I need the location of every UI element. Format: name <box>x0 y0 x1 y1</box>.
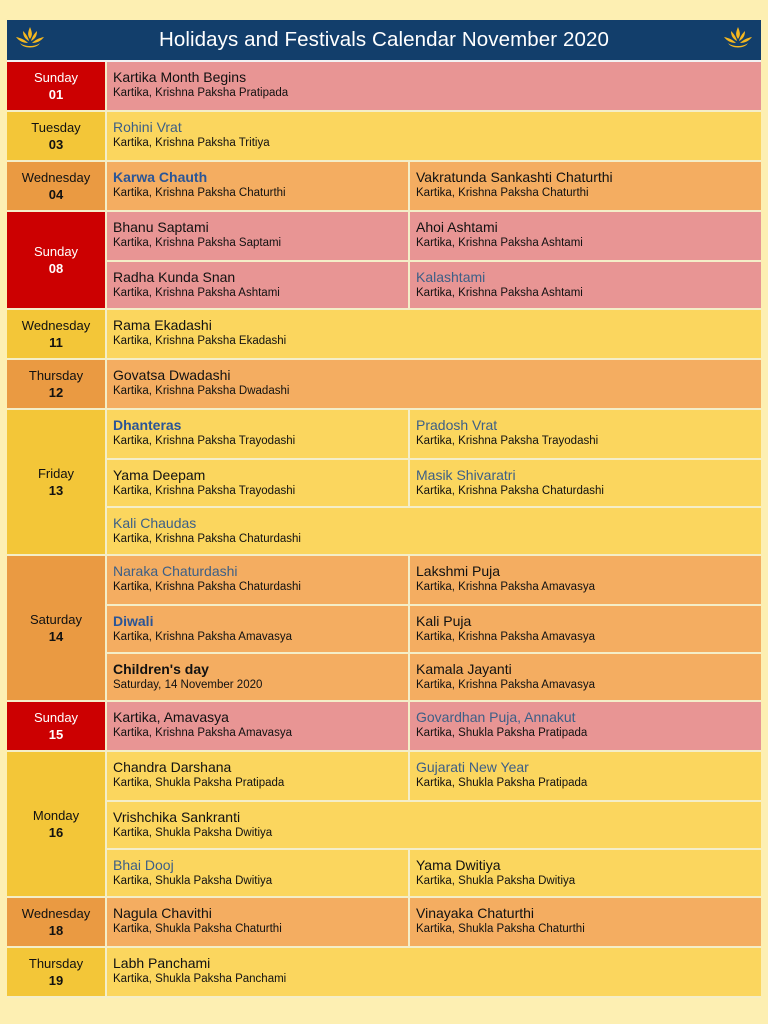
event-tithi: Kartika, Krishna Paksha Chaturthi <box>113 187 286 199</box>
date-number: 19 <box>48 973 64 988</box>
event-tithi: Kartika, Krishna Paksha Trayodashi <box>113 435 296 447</box>
event-name: Lakshmi Puja <box>416 563 501 579</box>
date-number: 18 <box>48 923 64 938</box>
event-name: Vakratunda Sankashti Chaturthi <box>416 169 613 185</box>
event-cell <box>408 898 761 946</box>
event-link[interactable]: Govardhan Puja, Annakut <box>416 709 576 725</box>
date-number: 11 <box>49 335 63 350</box>
day-group <box>7 112 761 162</box>
event-cell <box>105 898 408 946</box>
date-number: 04 <box>48 187 64 202</box>
event-name: Kali Puja <box>416 613 472 629</box>
day-group <box>7 410 761 556</box>
event-name: Kamala Jayanti <box>416 661 512 677</box>
event-name: Kartika Month Begins <box>113 69 247 85</box>
event-tithi: Kartika, Krishna Paksha Chaturdashi <box>416 485 604 497</box>
event-tithi: Kartika, Krishna Paksha Chaturdashi <box>113 581 301 593</box>
event-name: Nagula Chavithi <box>113 905 212 921</box>
weekday: Sunday <box>33 70 79 85</box>
event-link[interactable]: Naraka Chaturdashi <box>113 563 238 579</box>
weekday: Sunday <box>33 244 79 259</box>
event-tithi: Kartika, Krishna Paksha Tritiya <box>113 137 270 149</box>
event-tithi: Kartika, Shukla Paksha Panchami <box>113 973 287 985</box>
event-tithi: Kartika, Shukla Paksha Chaturthi <box>113 923 282 935</box>
day-cell <box>7 948 105 996</box>
weekday: Saturday <box>29 612 83 627</box>
event-tithi: Kartika, Krishna Paksha Chaturdashi <box>113 533 301 545</box>
day-cell <box>7 310 105 358</box>
date-number: 01 <box>48 87 64 102</box>
event-tithi: Kartika, Shukla Paksha Pratipada <box>113 777 285 789</box>
event-tithi: Kartika, Krishna Paksha Chaturthi <box>416 187 589 199</box>
day-cell <box>7 702 105 750</box>
date-number: 16 <box>48 825 64 840</box>
calendar-title: Holidays and Festivals Calendar November 2020 <box>158 28 610 51</box>
event-cell[interactable] <box>408 262 761 308</box>
event-link[interactable]: Masik Shivaratri <box>416 467 516 483</box>
date-number: 12 <box>48 385 64 400</box>
event-cell <box>105 460 408 506</box>
day-cell <box>7 556 105 700</box>
event-cell[interactable] <box>408 410 761 458</box>
event-link[interactable]: Dhanteras <box>113 417 182 433</box>
event-cell <box>105 212 408 260</box>
event-name: Vrishchika Sankranti <box>113 809 241 825</box>
weekday: Wednesday <box>21 318 91 333</box>
event-tithi: Kartika, Krishna Paksha Ekadashi <box>113 335 287 347</box>
event-cell <box>408 606 761 652</box>
event-tithi: Kartika, Krishna Paksha Saptami <box>113 237 282 249</box>
event-cell[interactable] <box>105 112 761 160</box>
day-group <box>7 752 761 898</box>
event-cell <box>105 310 761 358</box>
event-cell[interactable] <box>105 606 408 652</box>
event-cell <box>408 850 761 896</box>
event-tithi: Kartika, Krishna Paksha Ashtami <box>113 287 280 299</box>
day-cell <box>7 410 105 554</box>
event-cell[interactable] <box>105 850 408 896</box>
day-cell <box>7 212 105 308</box>
weekday: Sunday <box>33 710 79 725</box>
event-cell[interactable] <box>105 508 761 554</box>
event-link[interactable]: Karwa Chauth <box>113 169 208 185</box>
weekday: Wednesday <box>21 906 91 921</box>
event-cell[interactable] <box>105 556 408 604</box>
weekday: Tuesday <box>31 120 81 135</box>
event-tithi: Kartika, Shukla Paksha Dwitiya <box>113 875 273 887</box>
event-tithi: Kartika, Shukla Paksha Pratipada <box>416 777 588 789</box>
event-name: Radha Kunda Snan <box>113 269 236 285</box>
event-link[interactable]: Bhai Dooj <box>113 857 174 873</box>
event-tithi: Kartika, Shukla Paksha Dwitiya <box>416 875 576 887</box>
date-number: 08 <box>48 261 64 276</box>
day-group <box>7 360 761 410</box>
event-cell <box>105 262 408 308</box>
weekday: Thursday <box>28 368 84 383</box>
event-cell[interactable] <box>105 162 408 210</box>
day-group <box>7 162 761 212</box>
date-number: 14 <box>48 629 64 644</box>
event-tithi: Kartika, Krishna Paksha Ashtami <box>416 287 583 299</box>
event-cell <box>105 654 408 700</box>
weekday: Monday <box>32 808 80 823</box>
event-link[interactable]: Pradosh Vrat <box>416 417 498 433</box>
day-group <box>7 310 761 360</box>
day-cell <box>7 62 105 110</box>
calendar-page <box>7 20 761 998</box>
day-cell <box>7 162 105 210</box>
event-cell <box>105 802 761 848</box>
event-cell <box>408 654 761 700</box>
event-tithi: Kartika, Shukla Paksha Pratipada <box>416 727 588 739</box>
day-cell <box>7 898 105 946</box>
event-tithi: Kartika, Krishna Paksha Pratipada <box>113 87 289 99</box>
calendar-header <box>7 20 761 62</box>
date-number: 13 <box>48 483 64 498</box>
event-name: Children's day <box>113 661 209 677</box>
day-group <box>7 212 761 310</box>
event-cell[interactable] <box>408 460 761 506</box>
event-cell[interactable] <box>408 752 761 800</box>
weekday: Friday <box>37 466 75 481</box>
event-name: Yama Dwitiya <box>416 857 501 873</box>
event-cell <box>105 360 761 408</box>
day-group <box>7 556 761 702</box>
event-link[interactable]: Kali Chaudas <box>113 515 197 531</box>
weekday: Wednesday <box>21 170 91 185</box>
date-number: 03 <box>48 137 64 152</box>
diya-logo-icon <box>719 24 757 56</box>
event-name: Chandra Darshana <box>113 759 232 775</box>
event-name: Rama Ekadashi <box>113 317 212 333</box>
event-name: Govatsa Dwadashi <box>113 367 231 383</box>
event-tithi: Kartika, Krishna Paksha Amavasya <box>113 631 292 643</box>
event-name: Ahoi Ashtami <box>416 219 498 235</box>
diya-logo-icon <box>11 24 49 56</box>
event-cell <box>408 556 761 604</box>
weekday: Thursday <box>28 956 84 971</box>
event-date: Saturday, 14 November 2020 <box>113 679 263 691</box>
event-tithi: Kartika, Krishna Paksha Trayodashi <box>416 435 599 447</box>
event-cell <box>105 752 408 800</box>
event-cell[interactable] <box>408 702 761 750</box>
event-tithi: Kartika, Shukla Paksha Dwitiya <box>113 827 273 839</box>
day-group <box>7 948 761 998</box>
day-cell <box>7 752 105 896</box>
event-tithi: Kartika, Krishna Paksha Amavasya <box>416 631 595 643</box>
day-group <box>7 898 761 948</box>
event-name: Bhanu Saptami <box>113 219 209 235</box>
day-cell <box>7 360 105 408</box>
event-name: Labh Panchami <box>113 955 211 971</box>
event-name: Yama Deepam <box>113 467 206 483</box>
event-tithi: Kartika, Krishna Paksha Trayodashi <box>113 485 296 497</box>
event-tithi: Kartika, Shukla Paksha Chaturthi <box>416 923 585 935</box>
event-tithi: Kartika, Krishna Paksha Amavasya <box>416 581 595 593</box>
event-cell <box>408 212 761 260</box>
event-tithi: Kartika, Krishna Paksha Amavasya <box>416 679 595 691</box>
event-cell <box>408 162 761 210</box>
event-link[interactable]: Rohini Vrat <box>113 119 182 135</box>
event-cell <box>105 62 761 110</box>
event-link[interactable]: Gujarati New Year <box>416 759 529 775</box>
day-cell <box>7 112 105 160</box>
day-group <box>7 62 761 112</box>
event-cell <box>105 948 761 996</box>
event-link[interactable]: Diwali <box>113 613 154 629</box>
event-link[interactable]: Kalashtami <box>416 269 486 285</box>
event-tithi: Kartika, Krishna Paksha Amavasya <box>113 727 292 739</box>
event-cell[interactable] <box>105 410 408 458</box>
date-number: 15 <box>48 727 64 742</box>
event-tithi: Kartika, Krishna Paksha Ashtami <box>416 237 583 249</box>
event-tithi: Kartika, Krishna Paksha Dwadashi <box>113 385 290 397</box>
day-group <box>7 702 761 752</box>
event-name: Vinayaka Chaturthi <box>416 905 535 921</box>
event-name: Kartika, Amavasya <box>113 709 229 725</box>
event-cell <box>105 702 408 750</box>
